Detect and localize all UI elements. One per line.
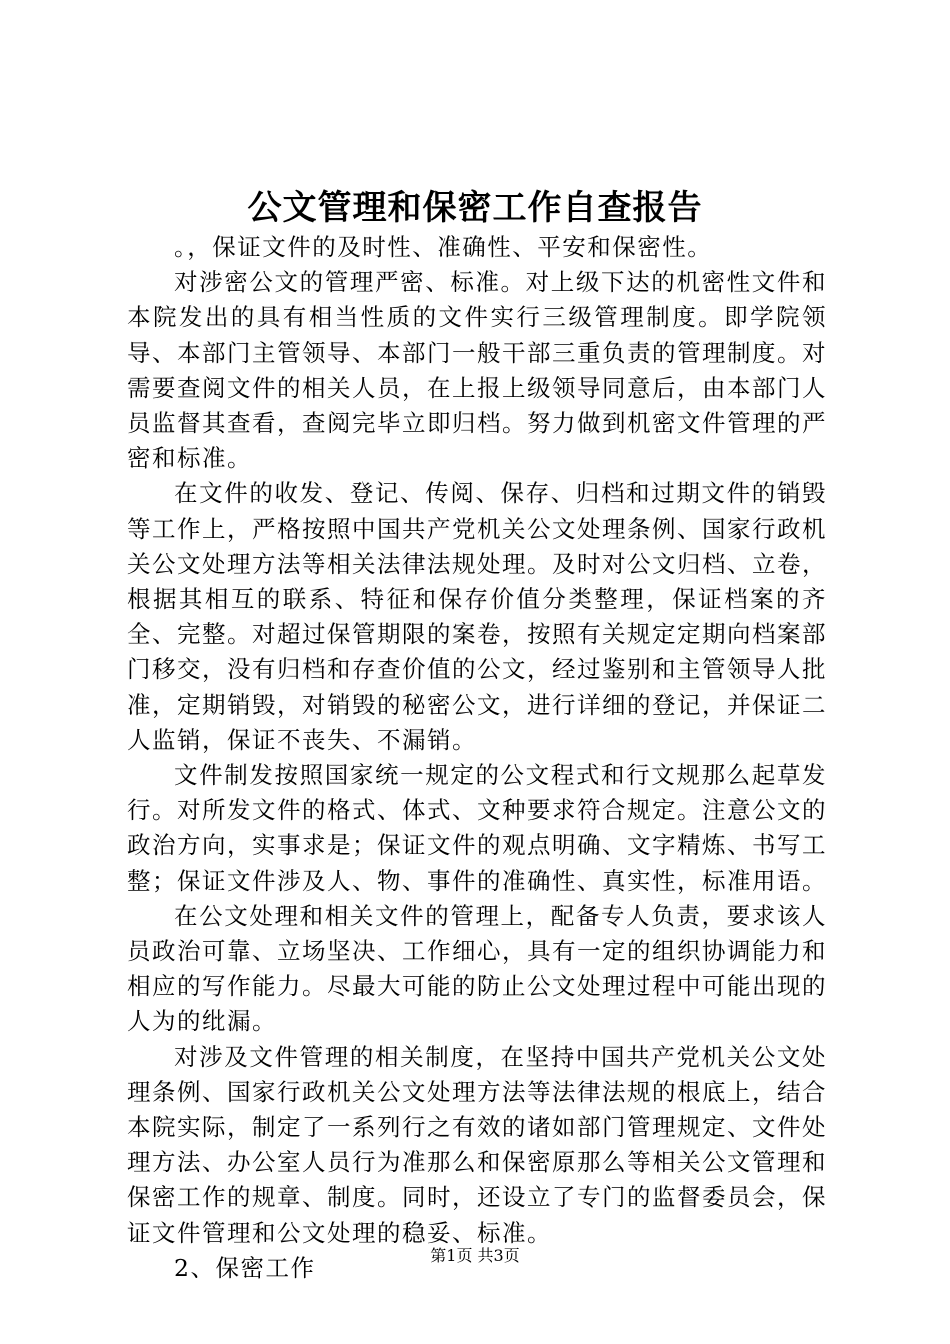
paragraph: 对涉及文件管理的相关制度，在坚持中国共产党机关公文处理条例、国家行政机关公文处理方法等法律法规的根底上，结合本院实际，制定了一系列行之有效的诸如部门管理规定、文件处理方法、办公室人员行为准那么和保密原那么等相关公文管理和保密工作的规章、制度。同时，还设立了专门的监督委员会，保证文件管理和公文处理的稳妥、标准。: [127, 1042, 827, 1247]
paragraph: 在文件的收发、登记、传阅、保存、归档和过期文件的销毁等工作上，严格按照中国共产党机关公文处理条例、国家行政机关公文处理方法等相关法律法规处理。及时对公文归档、立卷，根据其相互的联系、特征和保存价值分类整理，保证档案的齐全、完整。对超过保管期限的案卷，按照有关规定定期向档案部门移交，没有归档和存查价值的公文，经过鉴别和主管领导人批准，定期销毁，对销毁的秘密公文，进行详细的登记，并保证二人监销，保证不丧失、不漏销。: [127, 479, 827, 754]
paragraph: 。，保证文件的及时性、准确性、平安和保密性。: [174, 233, 713, 261]
document-body: [127, 230, 827, 1286]
page-footer: 第1页 共3页: [430, 1246, 520, 1265]
paragraph: 在公文处理和相关文件的管理上，配备专人负责，要求该人员政治可靠、立场坚决、工作细心，具有一定的组织协调能力和相应的写作能力。尽最大可能的防止公文处理过程中可能出现的人为的纰漏。: [127, 901, 827, 1036]
paragraph: 对涉密公文的管理严密、标准。对上级下达的机密性文件和本院发出的具有相当性质的文件实行三级管理制度。即学院领导、本部门主管领导、本部门一般干部三重负责的管理制度。对需要查阅文件的相关人员，在上报上级领导同意后，由本部门人员监督其查看，查阅完毕立即归档。努力做到机密文件管理的严密和标准。: [127, 268, 827, 473]
document-title: 公文管理和保密工作自查报告: [247, 188, 703, 228]
section-heading: 2、保密工作: [174, 1253, 316, 1282]
paragraph: 文件制发按照国家统一规定的公文程式和行文规那么起草发行。对所发文件的格式、体式、文种要求符合规定。注意公文的政治方向，实事求是；保证文件的观点明确、文字精炼、书写工整；保证文件涉及人、物、事件的准确性、真实性，标准用语。: [127, 761, 827, 895]
